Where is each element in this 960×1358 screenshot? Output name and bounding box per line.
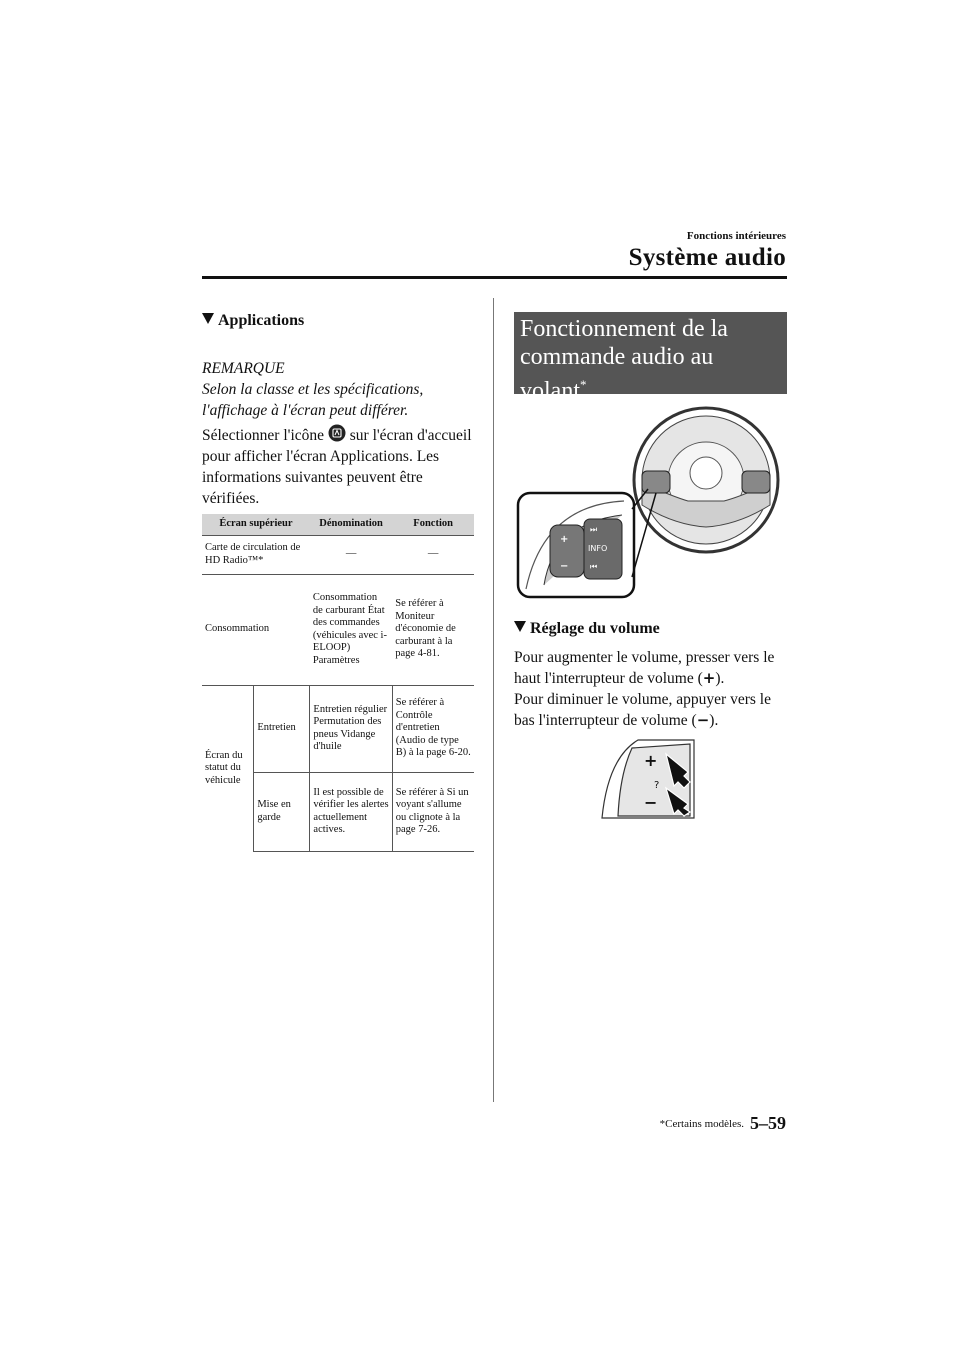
table-cell: Se référer à Si un voyant s'allume ou clignote à la page 7-26. bbox=[392, 772, 474, 851]
minus-icon: − bbox=[696, 711, 710, 729]
table-cell: Entretien bbox=[254, 685, 310, 772]
header-title: Système audio bbox=[628, 244, 786, 271]
column-divider bbox=[493, 298, 494, 1102]
table-header-row bbox=[202, 514, 474, 535]
svg-text:−: − bbox=[644, 793, 658, 812]
intro-paragraph bbox=[202, 424, 476, 509]
table-cell: Mise en garde bbox=[254, 772, 310, 851]
triangle-bullet-icon bbox=[202, 313, 214, 324]
volume-heading-text: Réglage du volume bbox=[530, 620, 660, 637]
table-cell: Consommation de carburant État des commandes (véhicules avec i-ELOOP) Paramètres bbox=[310, 574, 392, 685]
triangle-bullet-icon bbox=[514, 621, 526, 632]
table-header-cell: Écran supérieur bbox=[202, 514, 310, 535]
table-cell: — bbox=[392, 535, 474, 574]
applications-icon bbox=[328, 424, 346, 442]
volume-up-text-b: ). bbox=[715, 670, 725, 687]
note-text: Selon la classe et les spécifications, l'affichage à l'écran peut différer. bbox=[202, 381, 424, 419]
steering-wheel-illustration bbox=[514, 405, 787, 603]
table-cell: Il est possible de vérifier les alertes actuellement actives. bbox=[310, 772, 392, 851]
section-banner-mark: * bbox=[580, 377, 587, 392]
applications-heading-text: Applications bbox=[218, 312, 305, 329]
volume-down-text-a: Pour diminuer le volume, appuyer vers le bas l'interrupteur de volume ( bbox=[514, 691, 771, 729]
plus-icon: + bbox=[702, 669, 716, 687]
svg-text:−: − bbox=[560, 561, 569, 572]
table-cell: Consommation bbox=[202, 574, 310, 685]
svg-text:+: + bbox=[560, 534, 569, 545]
table-cell: Entretien régulier Permutation des pneus Vidange d'huile bbox=[310, 685, 392, 772]
intro-text-b: sur l'écran d'accueil pour afficher l'écran Applications. Les informations suivantes peuvent être vérifiées. bbox=[202, 427, 472, 507]
table-cell: Carte de circulation de HD Radio™* bbox=[202, 535, 310, 574]
volume-switch-illustration bbox=[598, 738, 698, 822]
header-rule bbox=[202, 276, 787, 279]
info-button-label: INFO bbox=[588, 544, 608, 553]
table-cell: Se référer à Moniteur d'économie de carburant à la page 4-81. bbox=[392, 574, 474, 685]
volume-up-text-a: Pour augmenter le volume, presser vers le haut l'interrupteur de volume ( bbox=[514, 649, 775, 687]
table-cell: — bbox=[310, 535, 392, 574]
section-banner-text: Fonctionnement de la commande audio au volant bbox=[520, 316, 728, 404]
table-row bbox=[202, 685, 474, 772]
section-banner bbox=[514, 312, 787, 404]
volume-heading bbox=[514, 620, 660, 638]
table-cell: Écran du statut du véhicule bbox=[202, 685, 254, 851]
table-cell: Se référer à Contrôle d'entretien (Audio de type B) à la page 6-20. bbox=[392, 685, 474, 772]
footnote: *Certains modèles. bbox=[659, 1118, 744, 1130]
table-row bbox=[202, 535, 474, 574]
note-title: REMARQUE bbox=[202, 360, 285, 377]
table-header-cell: Fonction bbox=[392, 514, 474, 535]
applications-heading bbox=[202, 312, 304, 330]
intro-text-a: Sélectionner l'icône bbox=[202, 427, 325, 444]
svg-text:⏭: ⏭ bbox=[590, 525, 598, 534]
table-row bbox=[202, 574, 474, 685]
volume-down-text-b: ). bbox=[709, 712, 719, 729]
header-section-label: Fonctions intérieures bbox=[686, 230, 786, 242]
svg-text:?: ? bbox=[654, 780, 660, 791]
table-header-cell: Dénomination bbox=[310, 514, 392, 535]
svg-text:⏮: ⏮ bbox=[590, 562, 598, 571]
applications-table bbox=[202, 514, 474, 852]
volume-paragraph bbox=[514, 647, 794, 731]
page-number: 5–59 bbox=[750, 1113, 786, 1133]
svg-text:+: + bbox=[644, 751, 658, 770]
